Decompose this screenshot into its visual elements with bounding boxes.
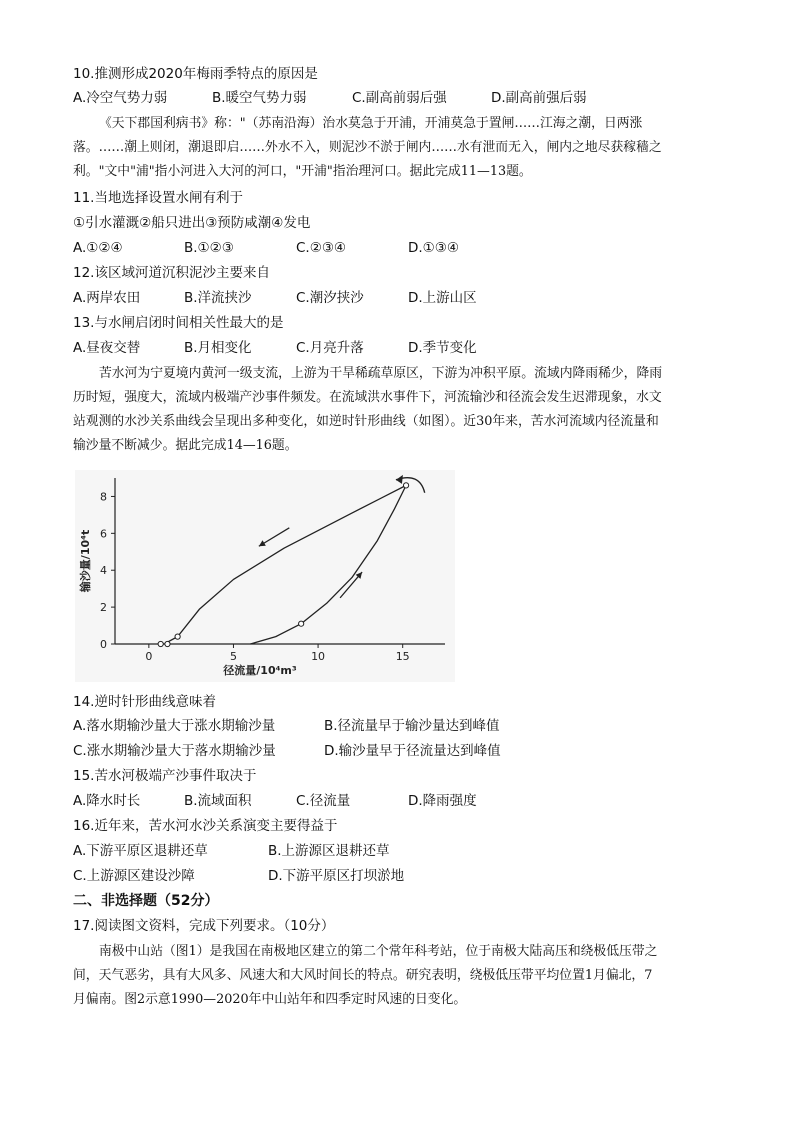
q13-option-d: D.季节变化 [408,340,477,356]
q13-stem: 13.与水闸启闭时间相关性最大的是 [73,315,284,331]
data-point [158,641,163,646]
y-tick-label: 8 [100,490,107,504]
q16-stem: 16.近年来，苦水河水沙关系演变主要得益于 [73,818,338,834]
x-axis-label: 径流量/10⁴m³ [223,664,297,677]
q15-option-c: C.径流量 [296,793,351,809]
data-point [403,483,408,488]
data-point [165,641,170,646]
q16-option-b: B.上游源区退耕还草 [268,843,390,859]
q11-sub: ①引水灌溉②船只进出③预防咸潮④发电 [73,215,311,231]
q17-passage-line: 南极中山站（图1）是我国在南极地区建立的第二个常年科考站，位于南极大陆高压和绕极低压带之 [99,944,658,959]
q17-passage-line: 间，天气恶劣，具有大风多、风速大和大风时间长的特点。研究表明，绕极低压带平均位置1月偏北，7 [73,968,653,983]
passage-1-line: 落。……潮上则闭，潮退即启……外水不入，则泥沙不淤于闸内……水有泄而无入，闸内之地尽获稼穑之 [73,140,662,155]
q11-option-d: D.①③④ [408,240,459,256]
q17-stem: 17.阅读图文资料，完成下列要求。（10分） [73,918,335,934]
q12-stem: 12.该区域河道沉积泥沙主要来自 [73,265,270,281]
y-tick-label: 0 [100,638,107,651]
q16-option-a: A.下游平原区退耕还草 [73,843,208,859]
y-tick-label: 2 [100,601,107,615]
data-point [175,634,180,639]
q14-option-c: C.涨水期输沙量大于落水期输沙量 [73,743,276,759]
q14-stem: 14.逆时针形曲线意味着 [73,694,216,710]
q15-option-a: A.降水时长 [73,793,141,809]
section-2-title: 二、非选择题（52分） [73,893,219,909]
q11-option-b: B.①②③ [184,240,234,256]
data-point [299,621,304,626]
q12-option-c: C.潮汐挟沙 [296,290,364,306]
passage-1 [73,112,721,184]
q11-option-a: A.①②④ [73,240,123,256]
y-tick-label: 6 [100,527,107,541]
x-tick-label: 0 [145,650,153,663]
q10-option-d: D.副高前强后弱 [491,90,587,106]
y-tick-label: 4 [100,564,107,578]
y-axis-label: 输沙量/10⁴t [79,529,92,593]
x-tick-label: 5 [229,650,237,663]
q13-option-a: A.昼夜交替 [73,340,141,356]
sediment-runoff-chart [75,470,455,682]
passage-2-line: 苦水河为宁夏境内黄河一级支流，上游为干旱稀疏草原区，下游为冲积平原。流域内降雨稀少，降雨 [99,366,663,381]
q17-passage [73,940,721,1012]
q15-option-d: D.降雨强度 [408,793,477,809]
q10-stem: 10.推测形成2020年梅雨季特点的原因是 [73,66,318,82]
passage-2-line: 站观测的水沙关系曲线会呈现出多种变化，如逆时针形曲线（如图）。近30年来，苦水河流域内径流量和 [73,414,659,429]
q16-option-d: D.下游平原区打坝淤地 [268,868,405,884]
q15-stem: 15.苦水河极端产沙事件取决于 [73,768,257,784]
x-tick-label: 15 [395,650,410,663]
q14-option-a: A.落水期输沙量大于涨水期输沙量 [73,718,276,734]
passage-2 [73,362,721,458]
q11-option-c: C.②③④ [296,240,347,256]
q17-passage-line: 月偏南。图2示意1990—2020年中山站年和四季定时风速的日变化。 [73,992,467,1007]
x-tick-label: 10 [311,650,326,663]
q10-option-b: B.暖空气势力弱 [212,90,307,106]
q12-option-b: B.洋流挟沙 [184,290,252,306]
passage-1-line: 《天下郡国利病书》称："（苏南沿海）治水莫急于开浦，开浦莫急于置闸……江海之潮，日两涨 [99,116,643,131]
q11-stem: 11.当地选择设置水闸有利于 [73,190,243,206]
passage-2-line: 输沙量不断减少。据此完成14—16题。 [73,438,298,453]
q14-option-d: D.输沙量早于径流量达到峰值 [324,743,501,759]
passage-1-line: 利。"文中"浦"指小河进入大河的河口，"开浦"指治理河口。据此完成11—13题。 [73,164,532,179]
q16-option-c: C.上游源区建设沙障 [73,868,195,884]
q15-option-b: B.流域面积 [184,793,252,809]
q14-option-b: B.径流量早于输沙量达到峰值 [324,718,500,734]
q12-option-a: A.两岸农田 [73,290,141,306]
q12-option-d: D.上游山区 [408,290,477,306]
q13-option-c: C.月亮升落 [296,340,364,356]
q13-option-b: B.月相变化 [184,340,252,356]
q10-option-a: A.冷空气势力弱 [73,90,168,106]
q10-option-c: C.副高前弱后强 [352,90,447,106]
passage-2-line: 历时短，强度大，流域内极端产沙事件频发。在流域洪水事件下，河流输沙和径流会发生迟滞现象，水文 [73,390,662,405]
